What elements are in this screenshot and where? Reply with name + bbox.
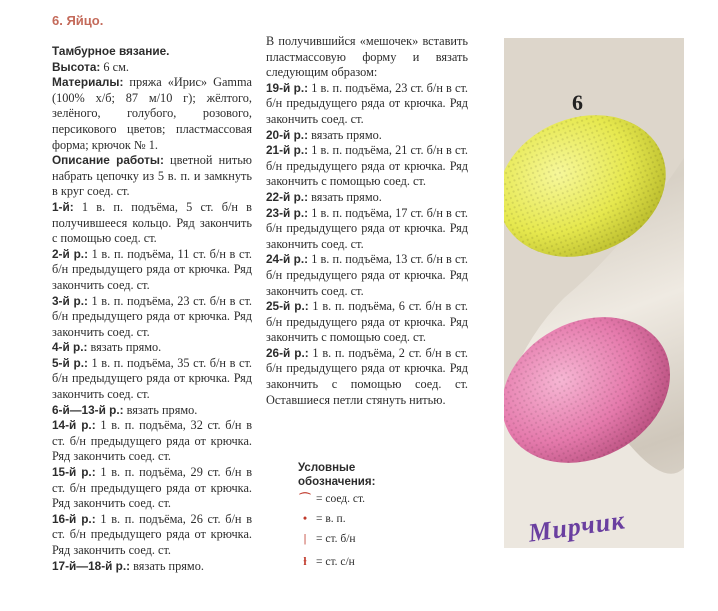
slip-stitch-icon: ⌒ — [299, 493, 311, 505]
instructions-column-1 — [52, 44, 252, 574]
row-instruction: 17-й—18-й р.: вязать прямо. — [52, 558, 204, 573]
row-instruction: 3-й р.: 1 в. п. подъёма, 23 ст. б/н в ст. б/н предыдущего ряда от крючка. Ряд закончить соед. ст. — [52, 293, 252, 339]
chain-stitch-icon: • — [302, 513, 308, 525]
row-instruction: 20-й р.: вязать прямо. — [266, 127, 382, 142]
legend-title-line2: обозначения: — [298, 476, 376, 488]
row-instruction: 5-й р.: 1 в. п. подъёма, 35 ст. б/н в ст. б/н предыдущего ряда от крючка. Ряд закончить соед. ст. — [52, 355, 252, 402]
legend-text: = ст. с/н — [316, 556, 355, 568]
instructions-column-2 — [266, 34, 468, 408]
row-instruction: 6-й—13-й р.: вязать прямо. — [52, 402, 198, 417]
row-instruction: 26-й р.: 1 в. п. подъёма, 2 ст. б/н в ст. б/н предыдущего ряда от крючка. Ряд закончить с помощью соед. ст. Оставшиеся петли стянуть нитью. — [266, 345, 468, 407]
row-instruction: 15-й р.: 1 в. п. подъёма, 29 ст. б/н в ст. б/н предыдущего ряда от крючка. Ряд закончить соед. ст. — [52, 465, 253, 511]
symbols-legend — [298, 461, 408, 575]
legend-item — [298, 549, 408, 575]
eggs-photo — [504, 38, 684, 548]
legend-text: = в. п. — [316, 513, 346, 525]
row-instruction: 16-й р.: 1 в. п. подъёма, 26 ст. б/н в ст. б/н предыдущего ряда от крючка. Ряд закончить соед. ст. — [52, 511, 253, 557]
eggs-illustration — [504, 38, 684, 548]
double-crochet-icon: ƚ — [303, 556, 307, 568]
row-instruction: 2-й р.: 1 в. п. подъёма, 11 ст. б/н в ст. б/н предыдущего ряда от крючка. Ряд закончить соед. ст. — [52, 246, 252, 292]
row-instruction: 14-й р.: 1 в. п. подъёма, 32 ст. б/н в ст. б/н предыдущего ряда от крючка. Ряд закончить соед. ст. — [52, 418, 253, 464]
row-instruction: 1-й: 1 в. п. подъёма, 5 ст. б/н в получившееся кольцо. Ряд закончить с помощью соед. ст. — [52, 199, 252, 246]
row-instruction: 22-й р.: вязать прямо. — [266, 189, 382, 204]
legend-title-line1: Условные — [298, 462, 356, 474]
legend-item — [298, 489, 408, 509]
intro-text: В получившийся «мешочек» вставить пластмассовую форму и вязать следующим образом: — [266, 34, 468, 80]
row-instruction: 19-й р.: 1 в. п. подъёма, 23 ст. б/н в ст. б/н предыдущего ряда от крючка. Ряд закончить соед. ст. — [266, 80, 468, 126]
row-instruction: 24-й р.: 1 в. п. подъёма, 13 ст. б/н в ст. б/н предыдущего ряда от крючка. Ряд закончить соед. ст. — [266, 252, 468, 298]
row-instruction: 23-й р.: 1 в. п. подъёма, 17 ст. б/н в ст. б/н предыдущего ряда от крючка. Ряд закончить соед. ст. — [266, 205, 468, 251]
row-instruction: 21-й р.: 1 в. п. подъёма, 21 ст. б/н в ст. б/н предыдущего ряда от крючка. Ряд закончить с помощью соед. ст. — [266, 143, 468, 189]
legend-item — [298, 529, 408, 549]
materials-label: Материалы: — [52, 75, 124, 90]
height-value: 6 см. — [100, 59, 129, 74]
row-instruction: 25-й р.: 1 в. п. подъёма, 6 ст. б/н в ст. б/н предыдущего ряда от крючка. Ряд закончить с помощью соед. ст. — [266, 299, 468, 345]
page-title: 6. Яйцо. — [52, 13, 104, 28]
description-label: Описание работы: — [52, 153, 164, 168]
legend-text: = соед. ст. — [316, 493, 366, 505]
technique: Тамбурное вязание. — [52, 44, 170, 58]
signature-watermark: Мирчик — [526, 505, 628, 548]
materials-text: пряжа «Ирис» Gamma (100% х/б; 87 м/10 г); жёлтого, зелёного, голубого, розового, персикового цветов; пластмассовая форма; крючок № 1. — [52, 75, 252, 152]
single-crochet-icon: | — [303, 533, 307, 545]
photo-number: 6 — [572, 90, 583, 115]
description-text: цветной нитью набрать цепочку из 5 в. п. и замкнуть в круг соед. ст. — [52, 153, 252, 199]
legend-item — [298, 509, 408, 529]
legend-text: = ст. б/н — [316, 533, 356, 545]
height-label: Высота: — [52, 59, 101, 74]
row-instruction: 4-й р.: вязать прямо. — [52, 340, 162, 355]
